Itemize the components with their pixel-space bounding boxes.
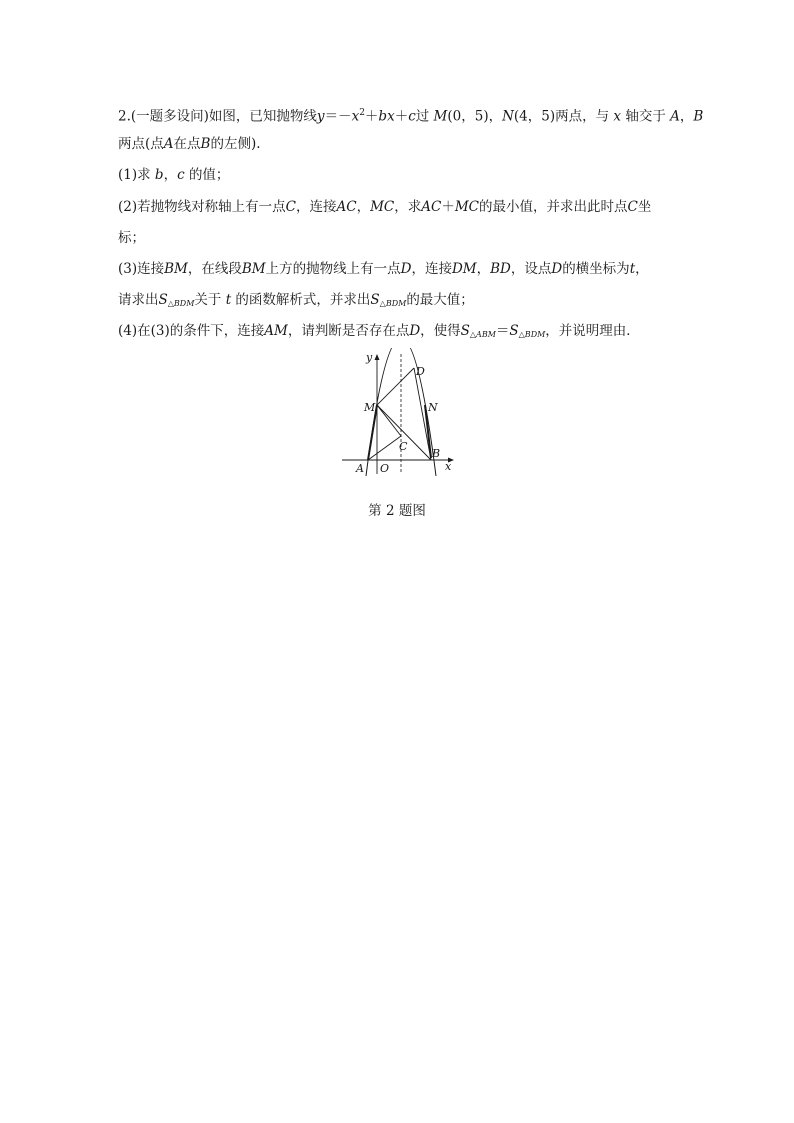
problem-line-2 xyxy=(118,135,261,153)
var: N xyxy=(502,108,514,125)
text: ， xyxy=(356,199,371,215)
label-a: A xyxy=(356,462,364,475)
text: (0，5)， xyxy=(447,108,503,125)
var: DM xyxy=(451,261,477,277)
text: (3)连接 xyxy=(118,261,165,277)
segment-ac xyxy=(368,436,401,460)
text: (2)若抛物线对称轴上有一点 xyxy=(118,199,286,215)
var: C xyxy=(627,199,638,215)
text: ＝ xyxy=(495,323,510,339)
var: x xyxy=(351,108,360,125)
text: ，连接 xyxy=(295,199,337,215)
var: t xyxy=(629,261,636,277)
var: BM xyxy=(241,261,266,277)
var: MC xyxy=(370,199,395,215)
text: ，求 xyxy=(394,199,422,215)
question-1 xyxy=(118,166,229,184)
var: S xyxy=(509,323,519,339)
text: ， xyxy=(163,167,178,183)
text: ＋ xyxy=(441,199,455,215)
text: (4，5)两点，与 xyxy=(513,108,610,125)
text: ，请判断是否存在点 xyxy=(287,323,410,339)
var: AC xyxy=(336,199,357,215)
text: ，并说明理由． xyxy=(545,323,640,339)
text: 过 xyxy=(415,108,430,125)
label-b: B xyxy=(432,447,441,460)
var: A xyxy=(163,136,174,152)
subscript: △BDM xyxy=(518,330,546,339)
figure-caption: 第 2 题图 xyxy=(368,503,426,519)
text: 上方的抛物线上有一点 xyxy=(265,261,401,277)
label-m: M xyxy=(364,401,376,414)
var: S xyxy=(158,292,168,308)
text: 两点(点 xyxy=(118,136,164,152)
text: ＋ xyxy=(364,108,379,125)
problem-line-1 xyxy=(118,104,703,126)
label-x: x xyxy=(445,460,452,473)
text: 的函数解析式，并求出 xyxy=(235,292,371,308)
var: AC xyxy=(421,199,442,215)
text: 轴交于 xyxy=(625,108,666,125)
var: bx xyxy=(378,108,395,125)
text: 的左侧). xyxy=(210,136,261,152)
parabola-figure xyxy=(330,348,470,476)
question-2-line-1 xyxy=(118,198,651,216)
var: S xyxy=(370,292,380,308)
var: c xyxy=(177,167,185,183)
var: x xyxy=(613,108,622,125)
text: 坐 xyxy=(637,199,652,215)
var: t xyxy=(225,292,232,308)
var: c xyxy=(408,108,416,125)
var: D xyxy=(551,261,563,277)
segment-mc xyxy=(377,405,401,436)
var: D xyxy=(409,323,421,339)
var: D xyxy=(400,261,412,277)
var: S xyxy=(460,323,470,339)
question-2-line-2 xyxy=(118,229,145,247)
question-3-line-1 xyxy=(118,260,649,278)
question-3-line-2 xyxy=(118,291,474,313)
text: ＋ xyxy=(394,108,409,125)
var: A xyxy=(670,108,680,125)
text: 标； xyxy=(118,230,145,246)
var: y xyxy=(316,108,325,125)
y-axis-arrow xyxy=(375,354,380,360)
subscript: △BDM xyxy=(167,299,195,308)
var: M xyxy=(433,108,448,125)
text: ，在线段 xyxy=(187,261,242,277)
text: 2.(一题多设问)如图，已知抛物线 xyxy=(118,108,317,125)
text: ， xyxy=(635,261,649,277)
subscript: △ABM xyxy=(469,330,496,339)
text: 的值； xyxy=(188,167,230,183)
label-d: D xyxy=(416,365,425,378)
question-4 xyxy=(118,322,640,344)
text: 的最小值，并求出此时点 xyxy=(478,199,628,215)
text: 的横坐标为 xyxy=(562,261,630,277)
exponent: 2 xyxy=(359,108,365,118)
var: BD xyxy=(490,261,511,277)
segment-md xyxy=(377,368,414,405)
text: 在点 xyxy=(173,136,201,152)
var: MC xyxy=(454,199,479,215)
var: B xyxy=(200,136,211,152)
var: BM xyxy=(164,261,188,277)
label-y: y xyxy=(366,351,373,364)
segment-db xyxy=(414,368,431,460)
var: AM xyxy=(264,323,288,339)
text: ，设点 xyxy=(510,261,552,277)
text: ， xyxy=(679,108,694,125)
var: b xyxy=(154,167,164,183)
text: (4)在(3)的条件下，连接 xyxy=(118,323,265,339)
text: ，使得 xyxy=(420,323,461,339)
var: C xyxy=(285,199,296,215)
label-n: N xyxy=(428,401,438,414)
label-c: C xyxy=(399,440,408,453)
text: 的最大值； xyxy=(406,292,474,308)
text: ＝－ xyxy=(324,108,352,125)
text: ，连接 xyxy=(411,261,452,277)
text: 关于 xyxy=(194,292,222,308)
text: ， xyxy=(476,261,491,277)
subscript: △BDM xyxy=(379,299,407,308)
text: (1)求 xyxy=(118,167,151,183)
label-o: O xyxy=(380,462,390,475)
var: B xyxy=(693,108,704,125)
text: 请求出 xyxy=(118,292,159,308)
